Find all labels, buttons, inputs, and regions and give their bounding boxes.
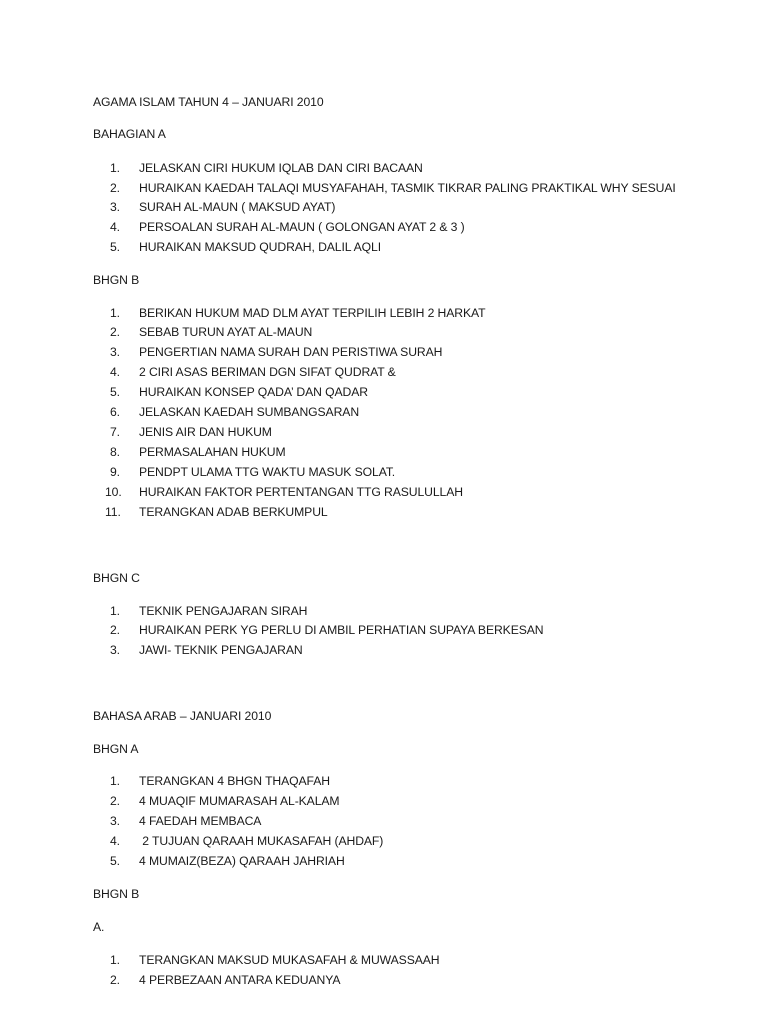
list-text: JELASKAN KAEDAH SUMBANGSARAN (139, 405, 360, 419)
list-text: HURAIKAN KONSEP QADA’ DAN QADAR (139, 385, 368, 399)
subsection-title-arab-bhgn-a: BHGN A (93, 742, 139, 756)
list-number: 2. (110, 794, 120, 808)
section-title-bahasa-arab: BAHASA ARAB – JANUARI 2010 (93, 709, 272, 723)
list-text: HURAIKAN MAKSUD QUDRAH, DALIL AQLI (139, 240, 381, 254)
list-text: PENGERTIAN NAMA SURAH DAN PERISTIWA SURAH (139, 345, 443, 359)
list-text: PERSOALAN SURAH AL-MAUN ( GOLONGAN AYAT 2 & 3 ) (139, 220, 465, 234)
list-number: 3. (110, 643, 120, 657)
list-text: TERANGKAN MAKSUD MUKASAFAH & MUWASSAAH (139, 953, 440, 967)
section-title-agama-islam: AGAMA ISLAM TAHUN 4 – JANUARI 2010 (93, 95, 324, 109)
list-number: 1. (110, 604, 120, 618)
subsection-title-bhgn-c: BHGN C (93, 571, 140, 585)
list-number: 4. (110, 365, 120, 379)
list-number: 11. (105, 505, 121, 519)
list-text: 4 MUAQIF MUMARASAH AL-KALAM (139, 794, 340, 808)
list-item (110, 794, 339, 808)
list-item (110, 604, 307, 618)
list-text: 4 PERBEZAAN ANTARA KEDUANYA (139, 973, 341, 987)
list-item (110, 643, 303, 657)
list-text: HURAIKAN PERK YG PERLU DI AMBIL PERHATIAN SUPAYA BERKESAN (139, 623, 544, 637)
list-item (105, 485, 463, 499)
list-text: JAWI- TEKNIK PENGAJARAN (139, 643, 303, 657)
list-number: 2. (110, 623, 120, 637)
list-text: BERIKAN HUKUM MAD DLM AYAT TERPILIH LEBIH 2 HARKAT (139, 306, 486, 320)
list-item (110, 445, 286, 459)
list-number: 1. (110, 161, 120, 175)
list-number: 4. (110, 834, 120, 848)
list-text: TERANGKAN ADAB BERKUMPUL (139, 505, 328, 519)
list-number: 2. (110, 181, 120, 195)
list-text: SEBAB TURUN AYAT AL-MAUN (139, 325, 313, 339)
list-text: JELASKAN CIRI HUKUM IQLAB DAN CIRI BACAAN (139, 161, 423, 175)
list-number: 5. (110, 385, 120, 399)
list-item (110, 306, 485, 320)
list-text: SURAH AL-MAUN ( MAKSUD AYAT) (139, 200, 336, 214)
list-text: 2 TUJUAN QARAAH MUKASAFAH (AHDAF) (139, 834, 384, 848)
subsection-title-bahagian-a: BAHAGIAN A (93, 127, 166, 141)
list-item (110, 425, 272, 439)
list-item (110, 220, 465, 234)
list-number: 1. (110, 953, 120, 967)
list-number: 3. (110, 200, 120, 214)
list-item (110, 834, 383, 848)
list-number: 6. (110, 405, 120, 419)
list-number: 3. (110, 345, 120, 359)
subsection-title-bhgn-b: BHGN B (93, 273, 140, 287)
list-item (110, 240, 381, 254)
list-number: 7. (110, 425, 120, 439)
list-item (110, 385, 368, 399)
list-text: JENIS AIR DAN HUKUM (139, 425, 272, 439)
list-text: 4 FAEDAH MEMBACA (139, 814, 262, 828)
list-item (110, 345, 442, 359)
list-item (105, 505, 328, 519)
list-number: 9. (110, 465, 120, 479)
list-number: 4. (110, 220, 120, 234)
list-text: 4 MUMAIZ(BEZA) QARAAH JAHRIAH (139, 854, 345, 868)
list-number: 5. (110, 854, 120, 868)
list-number: 5. (110, 240, 120, 254)
list-item (110, 973, 340, 987)
list-item (110, 200, 335, 214)
list-text: TERANGKAN 4 BHGN THAQAFAH (139, 774, 330, 788)
list-text: PERMASALAHAN HUKUM (139, 445, 286, 459)
list-number: 1. (110, 306, 120, 320)
subsection-title-arab-bhgn-b: BHGN B (93, 887, 140, 901)
list-item (110, 465, 395, 479)
list-item (110, 325, 312, 339)
list-text: HURAIKAN KAEDAH TALAQI MUSYAFAHAH, TASMIK TIKRAR PALING PRAKTIKAL WHY SESUAI (139, 181, 676, 195)
list-item (110, 774, 330, 788)
list-text: TEKNIK PENGAJARAN SIRAH (139, 604, 308, 618)
list-number: 10. (105, 485, 122, 499)
list-item (110, 365, 396, 379)
list-item (110, 161, 423, 175)
list-item (110, 181, 676, 195)
list-number: 3. (110, 814, 120, 828)
list-item (110, 623, 544, 637)
list-text: PENDPT ULAMA TTG WAKTU MASUK SOLAT. (139, 465, 396, 479)
subsection-label-a: A. (93, 920, 105, 934)
list-item (110, 405, 359, 419)
list-number: 2. (110, 973, 120, 987)
list-item (110, 814, 261, 828)
list-text: HURAIKAN FAKTOR PERTENTANGAN TTG RASULULLAH (139, 485, 463, 499)
list-number: 1. (110, 774, 120, 788)
list-number: 8. (110, 445, 120, 459)
list-item (110, 953, 439, 967)
list-number: 2. (110, 325, 120, 339)
list-text: 2 CIRI ASAS BERIMAN DGN SIFAT QUDRAT & (139, 365, 396, 379)
list-item (110, 854, 345, 868)
